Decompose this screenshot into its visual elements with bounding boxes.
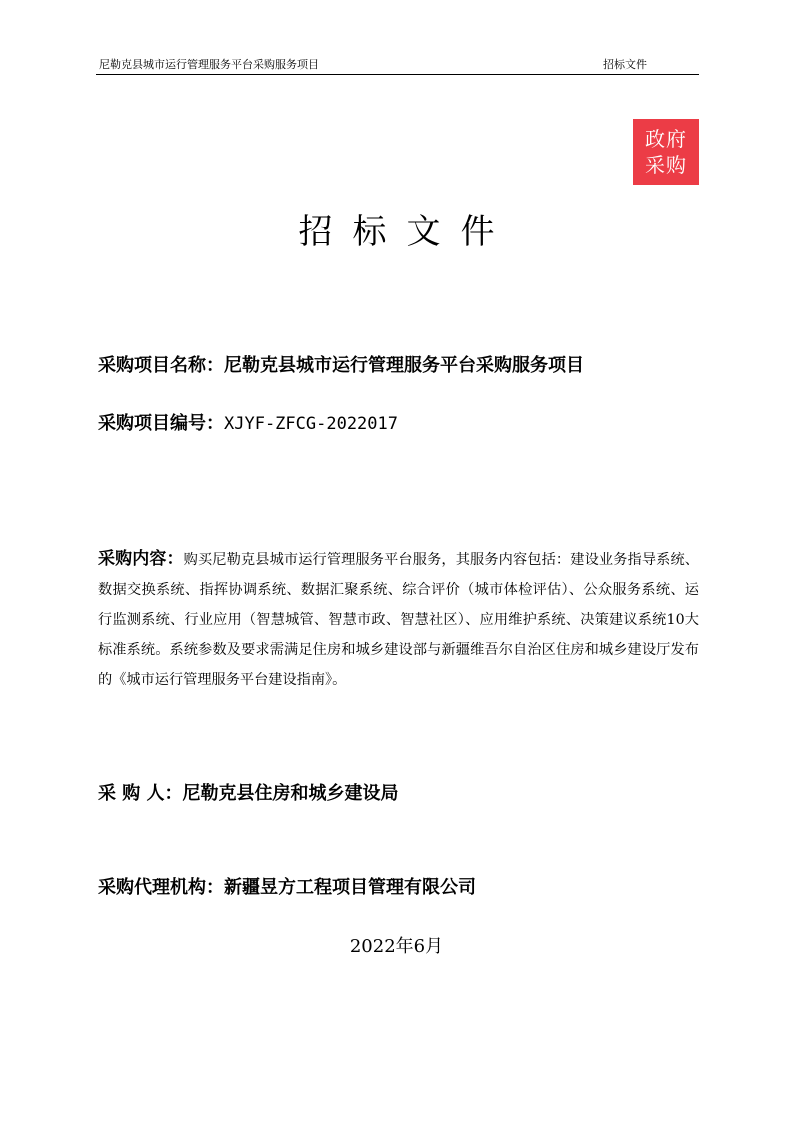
purchaser-label: 采 购 人： <box>98 783 183 804</box>
project-name-field <box>98 354 584 378</box>
header-project-name: 尼勒克县城市运行管理服务平台采购服务项目 <box>99 58 319 71</box>
logo-line-2: 采购 <box>645 153 687 177</box>
agency-value: 新疆昱方工程项目管理有限公司 <box>224 877 476 898</box>
project-number-field <box>98 412 398 436</box>
purchaser-field <box>98 782 399 806</box>
document-title: 招标文件 <box>298 212 515 252</box>
logo-line-1: 政府 <box>645 127 687 151</box>
procurement-content-value: 购买尼勒克县城市运行管理服务平台服务，其服务内容包括：建设业务指导系统、数据交换系统、指挥协调系统、数据汇聚系统、综合评价（城市体检评估）、公众服务系统、运行监测系统、行业应用（智慧城管、智慧市政、智慧社区）、应用维护系统、决策建议系统10大标准系统。系统参数及要求需满足住房和城乡建设部与新疆维吾尔自治区住房和城乡建设厅发布的《城市运行管理服务平台建设指南》。 <box>98 552 699 688</box>
issue-date: 2022年6月 <box>349 936 444 957</box>
project-number-label: 采购项目编号： <box>98 413 224 434</box>
purchaser-value: 尼勒克县住房和城乡建设局 <box>182 783 399 804</box>
header-doc-type: 招标文件 <box>603 58 647 71</box>
project-name-value: 尼勒克县城市运行管理服务平台采购服务项目 <box>224 355 584 376</box>
project-name-label: 采购项目名称： <box>98 355 224 376</box>
header-divider <box>96 74 699 75</box>
procurement-content-paragraph <box>98 544 699 695</box>
government-procurement-logo <box>633 119 699 185</box>
project-number-value: XJYF-ZFCG-2022017 <box>224 414 398 434</box>
agency-field <box>98 876 476 900</box>
procurement-content-label: 采购内容： <box>98 549 184 569</box>
agency-label: 采购代理机构： <box>98 877 224 898</box>
